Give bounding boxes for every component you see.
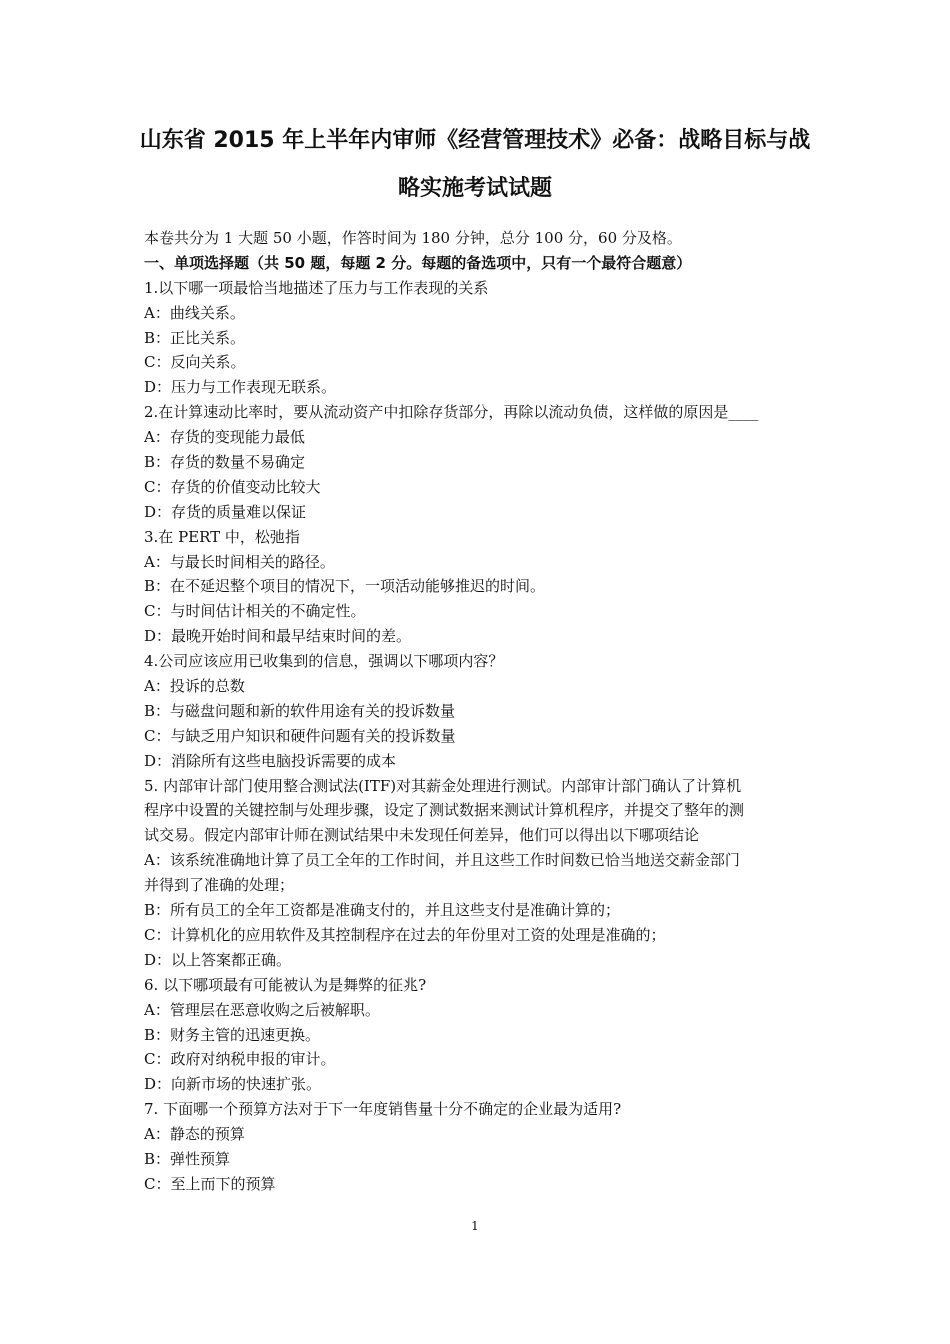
answer-option: A：管理层在恶意收购之后被解职。 [144, 1000, 380, 1019]
question-text: 2.在计算速动比率时，要从流动资产中扣除存货部分，再除以流动负债，这样做的原因是____ [144, 403, 759, 422]
question-text: 程序中设置的关键控制与处理步骤，设定了测试数据来测试计算机程序，并提交了整年的测 [144, 801, 745, 820]
answer-option: B：存货的数量不易确定 [144, 453, 306, 472]
section-heading: 一、单项选择题（共 50 题，每题 2 分。每题的备选项中，只有一个最符合题意） [144, 253, 692, 272]
question-7 [144, 1097, 814, 1197]
answer-option: A：该系统准确地计算了员工全年的工作时间，并且这些工作时间数已恰当地送交薪金部门 [144, 851, 740, 870]
answer-option: D：压力与工作表现无联系。 [144, 378, 337, 397]
answer-option: A：存货的变现能力最低 [144, 428, 305, 447]
page-number: 1 [471, 1219, 479, 1233]
document-title-line-2: 略实施考试试题 [397, 176, 552, 201]
answer-option: C：政府对纳税申报的审计。 [144, 1050, 336, 1069]
answer-option: A：与最长时间相关的路径。 [144, 552, 335, 571]
answer-option: D：向新市场的快速扩张。 [144, 1075, 322, 1094]
answer-option: D：最晚开始时间和最早结束时间的差。 [144, 627, 412, 646]
answer-option: D：存货的质量难以保证 [144, 502, 307, 521]
answer-option: B：正比关系。 [144, 328, 246, 347]
document-body [144, 226, 814, 1197]
question-text: 1.以下哪一项最恰当地描述了压力与工作表现的关系 [144, 278, 489, 297]
answer-option: 并得到了准确的处理； [144, 876, 295, 895]
answer-option: B：在不延迟整个项目的情况下，一项活动能够推迟的时间。 [144, 577, 546, 596]
question-text: 4.公司应该应用已收集到的信息，强调以下哪项内容？ [144, 652, 504, 671]
answer-option: B：与磁盘问题和新的软件用途有关的投诉数量 [144, 701, 456, 720]
question-4 [144, 649, 814, 773]
question-text: 6. 以下哪项最有可能被认为是舞弊的征兆? [144, 975, 427, 994]
question-1 [144, 276, 814, 400]
answer-option: C：计算机化的应用软件及其控制程序在过去的年份里对工资的处理是准确的； [144, 925, 666, 944]
question-5 [144, 774, 814, 973]
answer-option: A：投诉的总数 [144, 677, 245, 696]
exam-intro: 本卷共分为 1 大题 50 小题，作答时间为 180 分钟，总分 100 分，60 分及格。 [144, 229, 682, 247]
question-text: 7. 下面哪一个预算方法对于下一年度销售量十分不确定的企业最为适用? [144, 1100, 622, 1119]
question-text: 5. 内部审计部门使用整合测试法(ITF)对其薪金处理进行测试。内部审计部门确认了计算机 [144, 776, 742, 795]
answer-option: C：与缺乏用户知识和硬件问题有关的投诉数量 [144, 726, 456, 745]
question-text: 试交易。假定内部审计师在测试结果中未发现任何差异，他们可以得出以下哪项结论 [144, 826, 700, 845]
answer-option: D：消除所有这些电脑投诉需要的成本 [144, 751, 397, 770]
answer-option: B：弹性预算 [144, 1149, 231, 1168]
question-3 [144, 525, 814, 649]
answer-option: C：反向关系。 [144, 353, 246, 372]
answer-option: C：至上而下的预算 [144, 1174, 276, 1193]
answer-option: C：与时间估计相关的不确定性。 [144, 602, 366, 621]
answer-option: B：财务主管的迅速更换。 [144, 1025, 321, 1044]
answer-option: C：存货的价值变动比较大 [144, 477, 321, 496]
answer-option: B：所有员工的全年工资都是准确支付的，并且这些支付是准确计算的； [144, 901, 621, 920]
question-6 [144, 973, 814, 1097]
document-title-line-1: 山东省 2015 年上半年内审师《经营管理技术》必备：战略目标与战 [139, 128, 811, 153]
answer-option: A：曲线关系。 [144, 303, 245, 322]
question-text: 3.在 PERT 中，松弛指 [144, 527, 300, 546]
answer-option: D：以上答案都正确。 [144, 950, 292, 969]
answer-option: A：静态的预算 [144, 1125, 245, 1144]
question-2 [144, 400, 814, 524]
